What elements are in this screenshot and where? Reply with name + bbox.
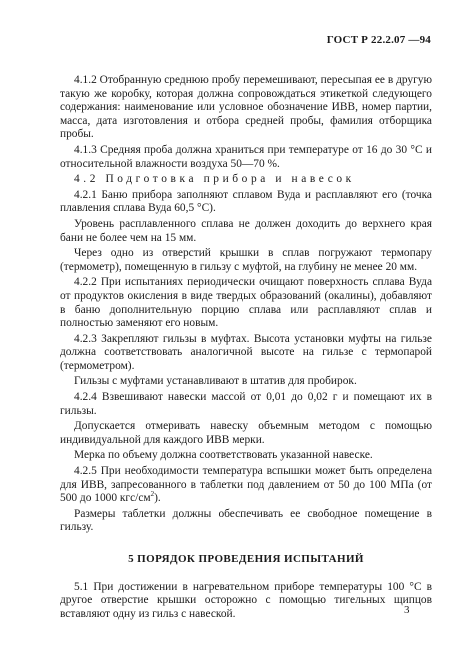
superscript-2: 2 [150, 490, 155, 499]
paragraph-4-2-4: 4.2.4 Взвешивают навески массой от 0,01 до 0,02 г и помещают их в гильзы. [60, 391, 432, 417]
paragraph-5-1: 5.1 При достижении в нагревательном приборе температуры 100 °С в другое отверстие крышки осторожно с помощью тигельных щипцов вставляют одну из гильз с навеской. [60, 580, 432, 620]
paragraph-thermocouple: Через одно из отверстий крышки в сплав погружают термопару (термометр), помещенную в гильзу с муфтой, на глубину не менее 20 мм. [60, 247, 432, 273]
standard-header: ГОСТ Р 22.2.07 —94 [326, 34, 431, 46]
section-heading-5: 5 ПОРЯДОК ПРОВЕДЕНИЯ ИСПЫТАНИЙ [128, 553, 364, 565]
paragraph-4-2-2: 4.2.2 При испытаниях периодически очищают поверхность сплава Вуда от продуктов окисления в виде твердых образований (окалины), добавляют в баню дополнительную порцию сплава или расплавляют сплав и полностью заменяют его новым. [60, 276, 432, 330]
paragraph-4-2-5 [60, 465, 432, 506]
paragraph-tablet-size: Размеры таблетки должны обеспечивать ее свободное помещение в гильзу. [60, 507, 432, 534]
paragraph-4-2-1: 4.2.1 Баню прибора заполняют сплавом Вуда и расплавляют его (точка плавления сплава Вуда 60,5 °С). [60, 188, 432, 215]
paragraph-volumetric: Допускается отмеривать навеску объемным методом с помощью индивидуальной для каждого ИВВ мерки. [60, 420, 432, 446]
paragraph-4-1-2: 4.1.2 Отобранную среднюю пробу перемешивают, пересыпая ее в другую такую же коробку, которая должна сопровождаться этикеткой следующего содержания: наименование или условное обозначение ИВВ, номер партии, масса, дата изготовления и отбора средней пробы, фамилия отборщика пробы. [60, 74, 432, 141]
paragraph-measure: Мерка по объему должна соответствовать указанной навеске. [74, 449, 373, 462]
paragraph-sleeves-rack: Гильзы с муфтами устанавливают в штатив для пробирок. [74, 375, 357, 388]
document-body [60, 74, 432, 623]
paragraph-4-2-5-end: ). [154, 492, 161, 505]
paragraph-4-2-3: 4.2.3 Закрепляют гильзы в муфтах. Высота установки муфты на гильзе должна соответствовать аналогичной высоте на гильзе с термопарой (термометром). [60, 332, 432, 372]
paragraph-alloy-level: Уровень расплавленного сплава не должен доходить до верхнего края бани не более чем на 15 мм. [60, 217, 432, 244]
paragraph-4-2-5-text: 4.2.5 При необходимости температура вспышки может быть определена для ИВВ, запресованного в таблетки под давлением от 50 до 100 МПа (от 500 до 1000 кгс/см [60, 465, 432, 505]
subsection-heading-4-2: 4.2 Подготовка прибора и навесок [74, 173, 355, 186]
paragraph-4-1-3: 4.1.3 Средняя проба должна храниться при температуре от 16 до 30 °С и относительной влажности воздуха 50—70 %. [60, 143, 432, 170]
page-number: 3 [404, 604, 410, 616]
